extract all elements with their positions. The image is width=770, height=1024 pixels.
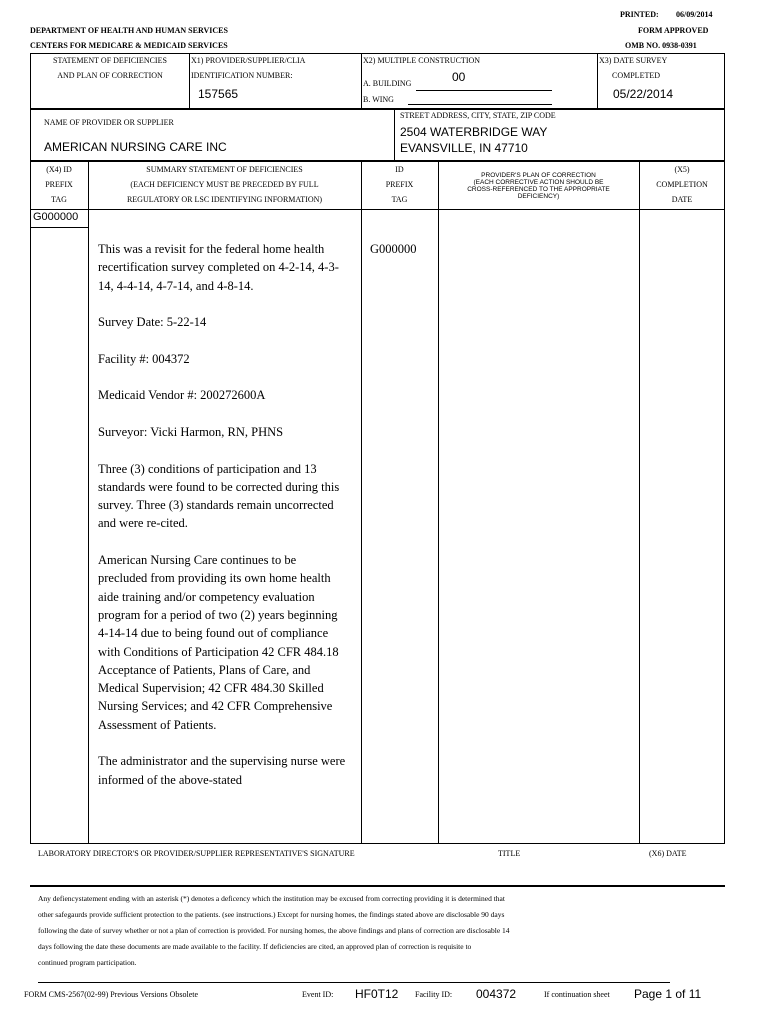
x1-label-2: IDENTIFICATION NUMBER: bbox=[191, 71, 293, 80]
paragraph-2: Survey Date: 5-22-14 bbox=[98, 315, 207, 330]
building-label: A. BUILDING bbox=[363, 79, 412, 88]
lab-signature-label: LABORATORY DIRECTOR'S OR PROVIDER/SUPPLIER REPRESENTATIVE'S SIGNATURE bbox=[38, 849, 355, 858]
paragraph-8: The administrator and the supervising nurse were informed of the above-stated bbox=[98, 754, 346, 787]
row1-divider-2 bbox=[361, 53, 362, 109]
id-header-1: ID bbox=[395, 165, 404, 174]
disclaimer-line-2: other safegaurds provide sufficient protection to the patients. (see instructions.) Except for nursing homes, the findings stated above are disclosable 90 days bbox=[38, 910, 505, 919]
paragraph-3: Facility #: 004372 bbox=[98, 351, 190, 366]
summary-header-2: (EACH DEFICIENCY MUST BE PRECEDED BY FULL bbox=[130, 180, 319, 189]
plan-header-3: CROSS-REFERENCED TO THE APPROPRIATE bbox=[467, 186, 610, 193]
deficiency-text bbox=[98, 240, 346, 807]
omb-number: OMB NO. 0938-0391 bbox=[625, 41, 697, 50]
summary-header-1: SUMMARY STATEMENT OF DEFICIENCIES bbox=[146, 165, 303, 174]
facility-id-value: 004372 bbox=[476, 987, 517, 1001]
event-id-value: HF0T12 bbox=[355, 987, 399, 1001]
col-divider-3 bbox=[438, 161, 439, 843]
left-tag-underline bbox=[30, 227, 88, 228]
form-number: FORM CMS-2567(02-99) Previous Versions Obsolete bbox=[24, 990, 199, 999]
paragraph-5: Surveyor: Vicki Harmon, RN, PHNS bbox=[98, 424, 284, 439]
printed-date: 06/09/2014 bbox=[676, 10, 713, 19]
x5-header-3: DATE bbox=[671, 195, 693, 204]
statement-label-2: AND PLAN OF CORRECTION bbox=[57, 71, 163, 80]
continuation-label: If continuation sheet bbox=[544, 990, 610, 999]
wing-label: B. WING bbox=[363, 95, 394, 104]
col-divider-4 bbox=[639, 161, 640, 843]
x4-header-2: PREFIX bbox=[45, 180, 73, 189]
table-bottom-border bbox=[30, 843, 725, 844]
date-label: (X6) DATE bbox=[649, 849, 687, 858]
address-label: STREET ADDRESS, CITY, STATE, ZIP CODE bbox=[400, 111, 556, 120]
disclaimer-line-4: days following the date these documents are made available to the facility. If deficiencies are cited, an approved plan of correction is requisite to bbox=[38, 942, 472, 951]
title-label: TITLE bbox=[498, 849, 521, 858]
provider-name-label: NAME OF PROVIDER OR SUPPLIER bbox=[44, 118, 174, 127]
department-name: DEPARTMENT OF HEALTH AND HUMAN SERVICES bbox=[30, 26, 228, 35]
footer-rule bbox=[38, 982, 670, 983]
building-value: 00 bbox=[452, 70, 466, 84]
id-header-2: PREFIX bbox=[385, 180, 414, 189]
paragraph-6: Three (3) conditions of participation and 13 standards were found to be corrected during this survey. Three (3) standards remain uncorrected and were re-cited. bbox=[98, 461, 340, 531]
facility-id-label: Facility ID: bbox=[415, 990, 453, 999]
row1-divider-1 bbox=[189, 53, 190, 109]
provider-name-value: AMERICAN NURSING CARE INC bbox=[44, 140, 227, 154]
building-underline bbox=[416, 90, 552, 91]
disclaimer bbox=[38, 891, 718, 971]
survey-date-value: 05/22/2014 bbox=[613, 87, 674, 101]
x5-header-1: (X5) bbox=[674, 165, 690, 174]
provider-id-value: 157565 bbox=[198, 87, 239, 101]
x3-label-2: COMPLETED bbox=[612, 71, 660, 80]
centers-name: CENTERS FOR MEDICARE & MEDICAID SERVICES bbox=[30, 41, 228, 50]
table-left-border bbox=[30, 210, 31, 843]
statement-label-1: STATEMENT OF DEFICIENCIES bbox=[53, 56, 167, 65]
paragraph-4: Medicaid Vendor #: 200272600A bbox=[98, 388, 266, 403]
x4-header-3: TAG bbox=[51, 195, 67, 204]
printed-label: PRINTED: bbox=[620, 10, 659, 19]
table-right-border bbox=[724, 210, 725, 843]
paragraph-7: American Nursing Care continues to be precluded from providing its own home health aide training and/or competency evaluation program for a period of two (2) years beginning 4-14-14 due to being found out of compliance with Conditions of Participation 42 CFR 484.18 Acceptance of Patients, Plans of Care, and Medical Supervision; 42 CFR 484.30 Skilled Nursing Services; and 42 CFR Comprehensive Assessment of Patients. bbox=[98, 553, 339, 732]
x2-label: X2) MULTIPLE CONSTRUCTION bbox=[363, 56, 481, 65]
summary-header-3: REGULATORY OR LSC IDENTIFYING INFORMATION) bbox=[126, 195, 323, 204]
id-header-3: TAG bbox=[391, 195, 408, 204]
row2-divider bbox=[394, 109, 395, 161]
col-divider-2 bbox=[361, 161, 362, 843]
form-approved: FORM APPROVED bbox=[638, 26, 709, 35]
x3-label-1: X3) DATE SURVEY bbox=[599, 56, 668, 65]
x4-header-1: (X4) ID bbox=[46, 165, 72, 174]
right-tag: G000000 bbox=[370, 242, 417, 256]
wing-underline bbox=[408, 104, 552, 105]
event-id-label: Event ID: bbox=[302, 990, 334, 999]
signature-rule bbox=[30, 885, 725, 887]
plan-header-2: (EACH CORRECTIVE ACTION SHOULD BE bbox=[473, 179, 604, 186]
address-line-2: EVANSVILLE, IN 47710 bbox=[400, 141, 528, 155]
x1-label-1: X1) PROVIDER/SUPPLIER/CLIA bbox=[191, 56, 306, 65]
col-divider-1 bbox=[88, 161, 89, 843]
address-line-1: 2504 WATERBRIDGE WAY bbox=[400, 125, 548, 139]
left-tag: G000000 bbox=[33, 211, 79, 223]
x5-header-2: COMPLETION bbox=[656, 180, 708, 189]
disclaimer-line-1: Any defiencystatement ending with an asterisk (*) denotes a deficency which the institution may be excused from correcting providing it is determined that bbox=[38, 894, 505, 903]
plan-header-4: DEFICIENCY) bbox=[517, 193, 560, 200]
paragraph-1: This was a revisit for the federal home health recertification survey completed on 4-2-14, 4-3-14, 4-4-14, 4-7-14, and 4-8-14. bbox=[98, 242, 339, 293]
page-number: Page 1 of 11 bbox=[634, 987, 702, 1001]
disclaimer-line-3: following the date of survey whether or not a plan of correction is provided. For nursing homes, the above findings and plans of correction are disclosable 14 bbox=[38, 926, 510, 935]
row1-divider-3 bbox=[597, 53, 598, 109]
disclaimer-line-5: continued program participation. bbox=[38, 958, 137, 967]
plan-header-1: PROVIDER'S PLAN OF CORRECTION bbox=[481, 172, 596, 179]
